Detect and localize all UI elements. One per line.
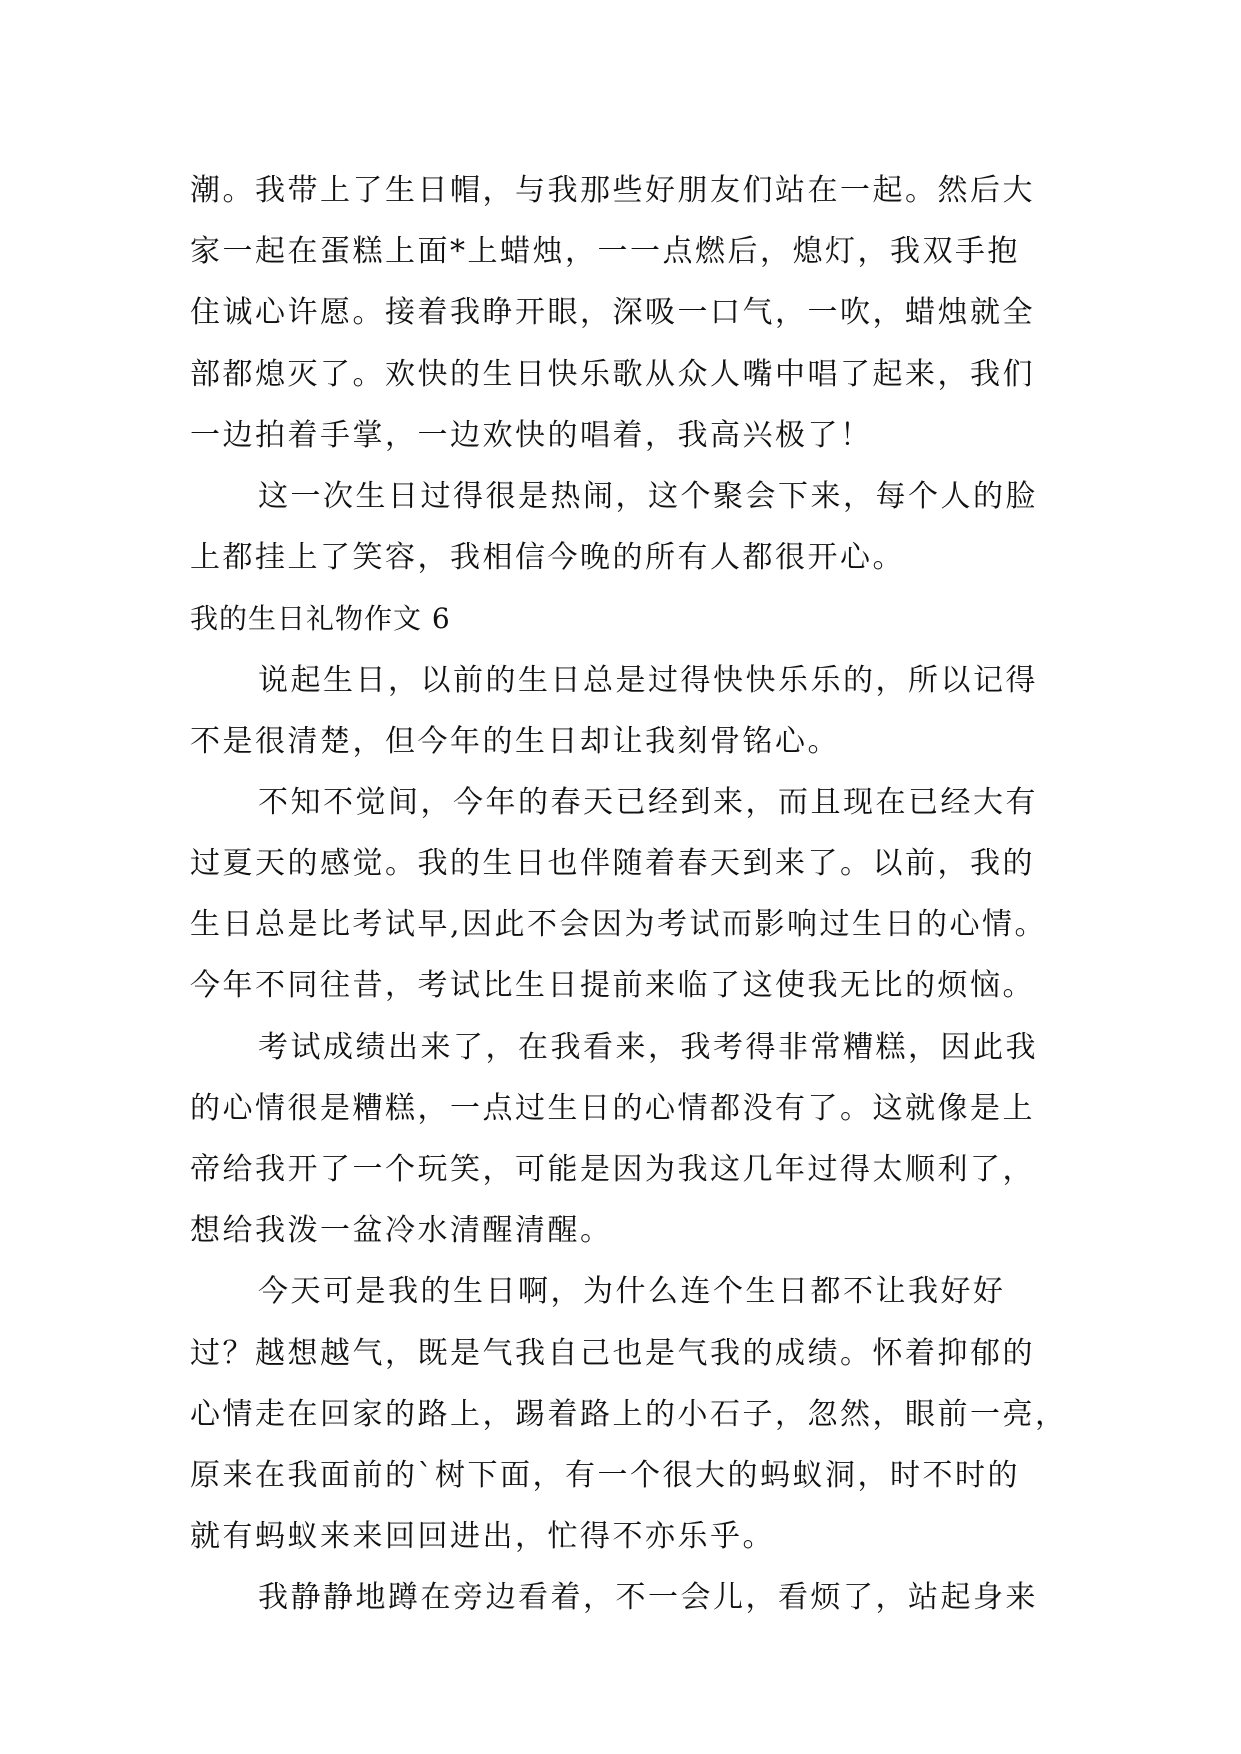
- text-line: 家一起在蛋糕上面*上蜡烛，一一点燃后，熄灯，我双手抱: [190, 234, 1020, 270]
- paragraph-first-line: 考试成绩出来了，在我看来，我考得非常糟糕，因此我: [258, 1029, 1038, 1065]
- text-line: 住诚心许愿。接着我睁开眼，深吸一口气，一吹，蜡烛就全: [190, 295, 1035, 331]
- text-line: 就有蚂蚁来来回回进出，忙得不亦乐乎。: [190, 1519, 775, 1555]
- text-line: 生日总是比考试早,因此不会因为考试而影响过生日的心情。: [190, 907, 1048, 943]
- paragraph-first-line: 我静静地蹲在旁边看着，不一会儿，看烦了，站起身来: [258, 1580, 1038, 1616]
- text-line: 今年不同往昔，考试比生日提前来临了这使我无比的烦恼。: [190, 968, 1035, 1004]
- text-line: 潮。我带上了生日帽，与我那些好朋友们站在一起。然后大: [190, 173, 1035, 208]
- text-line: 过？越想越气，既是气我自己也是气我的成绩。怀着抑郁的: [190, 1335, 1035, 1371]
- paragraph-first-line: 这一次生日过得很是热闹，这个聚会下来，每个人的脸: [258, 478, 1038, 514]
- text-line: 过夏天的感觉。我的生日也伴随着春天到来了。以前，我的: [190, 846, 1035, 882]
- text-line: 一边拍着手掌，一边欢快的唱着，我高兴极了！: [190, 417, 873, 453]
- text-line: 部都熄灭了。欢快的生日快乐歌从众人嘴中唱了起来，我们: [190, 356, 1035, 392]
- text-line: 帝给我开了一个玩笑，可能是因为我这几年过得太顺利了，: [190, 1152, 1035, 1187]
- document-body: [190, 160, 1068, 1629]
- text-line: 原来在我面前的`树下面，有一个很大的蚂蚁洞，时不时的: [190, 1457, 1020, 1493]
- text-line: 上都挂上了笑容，我相信今晚的所有人都很开心。: [190, 540, 905, 576]
- text-line: 心情走在回家的路上，踢着路上的小石子，忽然，眼前一亮，: [190, 1396, 1068, 1432]
- section-heading: 我的生日礼物作文 6: [190, 602, 451, 636]
- text-line: 不是很清楚，但今年的生日却让我刻骨铭心。: [190, 723, 840, 759]
- paragraph-first-line: 说起生日，以前的生日总是过得快快乐乐的，所以记得: [258, 662, 1038, 698]
- paragraph-first-line: 今天可是我的生日啊，为什么连个生日都不让我好好: [258, 1274, 1006, 1310]
- paragraph-first-line: 不知不觉间，今年的春天已经到来，而且现在已经大有: [258, 784, 1038, 820]
- text-line: 想给我泼一盆冷水清醒清醒。: [190, 1213, 613, 1249]
- text-line: 的心情很是糟糕，一点过生日的心情都没有了。这就像是上: [190, 1090, 1035, 1126]
